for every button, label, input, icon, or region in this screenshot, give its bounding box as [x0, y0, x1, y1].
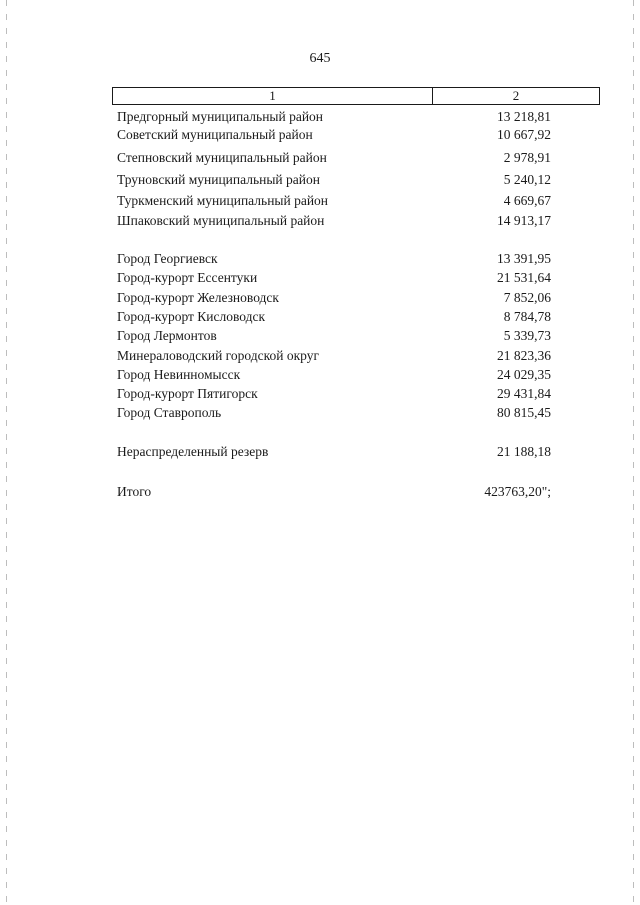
row-name: Город-курорт Ессентуки: [117, 270, 258, 285]
row-name: Город Невинномысск: [117, 367, 241, 382]
row-name: Предгорный муниципальный район: [117, 109, 324, 124]
table-row: [117, 127, 551, 143]
table-row: [117, 213, 551, 229]
row-name: Степновский муниципальный район: [117, 150, 327, 165]
table-header-col1: 1: [113, 88, 433, 104]
row-name: Город Лермонтов: [117, 328, 217, 343]
row-value: 80 815,45: [497, 405, 551, 420]
row-value: 7 852,06: [503, 290, 551, 305]
row-name: Нераспределенный резерв: [117, 444, 269, 459]
row-value: 4 669,67: [503, 193, 551, 208]
row-name: Город-курорт Пятигорск: [117, 386, 258, 401]
row-value: 13 391,95: [497, 251, 551, 266]
row-value: 5 339,73: [503, 328, 551, 343]
row-name: Советский муниципальный район: [117, 127, 313, 142]
row-name: Город Ставрополь: [117, 405, 222, 420]
row-name: Шпаковский муниципальный район: [117, 213, 325, 228]
table-header: [112, 87, 600, 105]
right-margin-line: [633, 0, 634, 905]
row-value: 29 431,84: [497, 386, 551, 401]
table-row-total: [117, 484, 551, 500]
table-row: [117, 193, 551, 209]
row-name: Город Георгиевск: [117, 251, 218, 266]
table-row: [117, 270, 551, 286]
table-row: [117, 109, 551, 125]
row-value: 13 218,81: [497, 109, 551, 124]
table-row: [117, 444, 551, 460]
table-row: [117, 405, 551, 421]
row-value: 21 823,36: [497, 348, 551, 363]
row-value: 24 029,35: [497, 367, 551, 382]
row-name: Итого: [117, 484, 152, 499]
table-row: [117, 367, 551, 383]
table-row: [117, 251, 551, 267]
row-name: Город-курорт Железноводск: [117, 290, 279, 305]
row-name: Минераловодский городской округ: [117, 348, 319, 363]
row-value: 5 240,12: [503, 172, 551, 187]
table-row: [117, 386, 551, 402]
table-row: [117, 172, 551, 188]
row-value: 14 913,17: [497, 213, 551, 228]
row-value: 21 531,64: [497, 270, 551, 285]
table-row: [117, 328, 551, 344]
row-value: 423763,20";: [484, 484, 551, 499]
row-name: Город-курорт Кисловодск: [117, 309, 266, 324]
table-header-col2: 2: [512, 88, 520, 103]
row-name: Туркменский муниципальный район: [117, 193, 329, 208]
row-name: Труновский муниципальный район: [117, 172, 320, 187]
table-row: [117, 150, 551, 166]
table-row: [117, 348, 551, 364]
page-number: 645: [309, 51, 331, 66]
row-value: 8 784,78: [503, 309, 551, 324]
table-row: [117, 290, 551, 306]
row-value: 10 667,92: [497, 127, 551, 142]
row-value: 21 188,18: [497, 444, 551, 459]
row-value: 2 978,91: [503, 150, 551, 165]
table-row: [117, 309, 551, 325]
left-margin-line: [6, 0, 7, 905]
